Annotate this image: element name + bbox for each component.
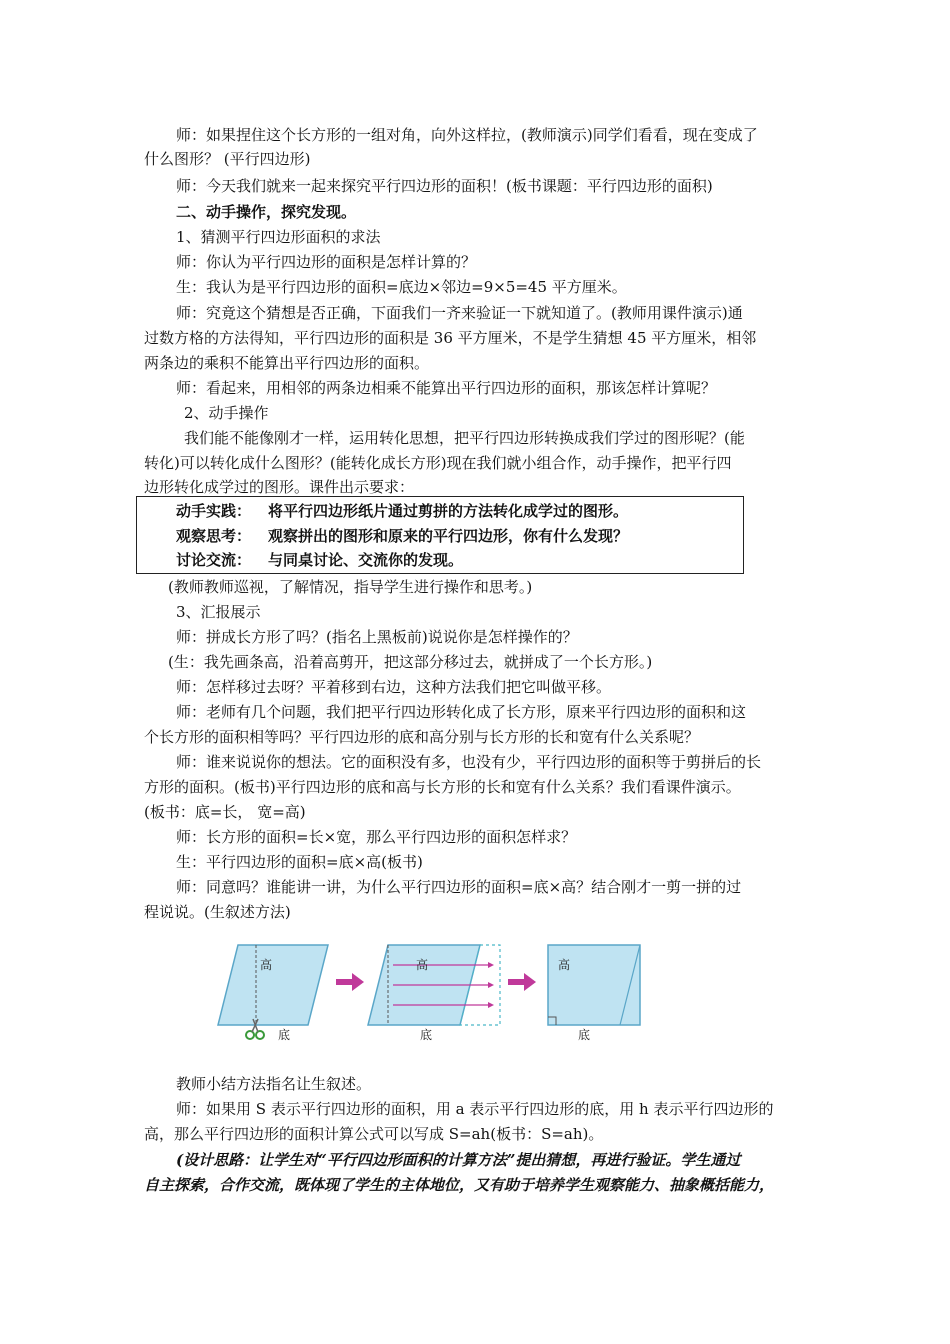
requirement-text: 将平行四边形纸片通过剪拼的方法转化成学过的图形。 <box>268 502 629 520</box>
paragraph-line: 师：长方形的面积=长×宽，那么平行四边形的面积怎样求？ <box>176 828 577 846</box>
paragraph-line: (教师教师巡视，了解情况，指导学生进行操作和思考。) <box>168 578 533 596</box>
height-label: 高 <box>558 958 571 972</box>
base-label: 底 <box>278 1028 291 1042</box>
paragraph-line: 生：我认为是平行四边形的面积=底边×邻边=9×5=45 平方厘米。 <box>176 278 627 296</box>
paragraph-line: 转化)可以转化成什么图形？(能转化成长方形)现在我们就小组合作，动手操作，把平行四 <box>144 454 732 472</box>
paragraph-line: 方形的面积。(板书)平行四边形的底和高与长方形的长和宽有什么关系？我们看课件演示。 <box>144 778 741 796</box>
parallelogram-shape <box>218 945 328 1025</box>
requirement-text: 与同桌讨论、交流你的发现。 <box>268 551 464 569</box>
paragraph-line: 生：平行四边形的面积=底×高(板书) <box>176 853 423 871</box>
height-label: 高 <box>260 958 273 972</box>
requirement-key: 动手实践： <box>176 502 252 520</box>
paragraph-line: 师：今天我们就来一起来探究平行四边形的面积！(板书课题：平行四边形的面积) <box>176 177 713 195</box>
paragraph-line: 个长方形的面积相等吗？平行四边形的底和高分别与长方形的长和宽有什么关系呢？ <box>144 728 700 746</box>
subsection-heading: 3、汇报展示 <box>176 603 261 621</box>
paragraph-line: 师：谁来说说你的想法。它的面积没有多，也没有少，平行四边形的面积等于剪拼后的长 <box>176 753 762 771</box>
panel-parallelogram <box>218 945 328 1042</box>
subsection-heading: 1、猜测平行四边形面积的求法 <box>176 228 381 246</box>
paragraph-line: 我们能不能像刚才一样，运用转化思想，把平行四边形转换成我们学过的图形呢？(能 <box>184 429 745 447</box>
paragraph-line: 师：怎样移过去呀？平着移到右边，这种方法我们把它叫做平移。 <box>176 678 612 696</box>
paragraph-line: 高，那么平行四边形的面积计算公式可以写成 S=ah(板书：S=ah)。 <box>144 1125 604 1143</box>
arrow-icon <box>508 973 536 991</box>
base-label: 底 <box>420 1028 433 1042</box>
paragraph-line: 两条边的乘积不能算出平行四边形的面积。 <box>144 354 430 372</box>
paragraph-line: 边形转化成学过的图形。课件出示要求： <box>144 478 415 496</box>
parallelogram-transform-figure <box>208 935 648 1045</box>
arrow-icon <box>336 973 364 991</box>
paragraph-line: 师：你认为平行四边形的面积是怎样计算的？ <box>176 253 477 271</box>
requirement-row <box>176 525 628 547</box>
design-note-line: (设计思路：让学生对“平行四边形面积的计算方法”提出猜想，再进行验证。学生通过 <box>176 1151 741 1169</box>
design-note-line: 自主探索，合作交流，既体现了学生的主体地位，又有助于培养学生观察能力、抽象概括能力， <box>144 1176 775 1194</box>
requirement-key: 观察思考： <box>176 527 252 545</box>
panel-rectangle <box>548 945 640 1042</box>
paragraph-line: (生：我先画条高，沿着高剪开，把这部分移过去，就拼成了一个长方形。) <box>168 653 653 671</box>
base-label: 底 <box>578 1028 591 1042</box>
panel-translation <box>368 945 500 1042</box>
requirement-text: 观察拼出的图形和原来的平行四边形，你有什么发现？ <box>268 527 629 545</box>
paragraph-line: 师：拼成长方形了吗？(指名上黑板前)说说你是怎样操作的？ <box>176 628 578 646</box>
paragraph-line: 师：老师有几个问题，我们把平行四边形转化成了长方形，原来平行四边形的面积和这 <box>176 703 747 721</box>
paragraph-line: 师：究竟这个猜想是否正确，下面我们一齐来验证一下就知道了。(教师用课件演示)通 <box>176 304 743 322</box>
paragraph-line: 师：如果捏住这个长方形的一组对角，向外这样拉，(教师演示)同学们看看，现在变成了 <box>176 126 758 144</box>
paragraph-line: 程说说。(生叙述方法) <box>144 903 291 921</box>
paragraph-line: (板书：底=长， 宽=高) <box>144 803 306 821</box>
requirement-row <box>176 500 628 522</box>
requirement-key: 讨论交流： <box>176 551 252 569</box>
paragraph-line: 师：看起来，用相邻的两条边相乘不能算出平行四边形的面积，那该怎样计算呢？ <box>176 379 717 397</box>
height-label: 高 <box>416 958 429 972</box>
paragraph-line: 师：如果用 S 表示平行四边形的面积，用 a 表示平行四边形的底，用 h 表示平行四边形的 <box>176 1100 774 1118</box>
subsection-heading: 2、动手操作 <box>184 404 269 422</box>
paragraph-line: 师：同意吗？谁能讲一讲，为什么平行四边形的面积=底×高？结合刚才一剪一拼的过 <box>176 878 742 896</box>
paragraph-line: 什么图形？ (平行四边形) <box>144 150 311 168</box>
section-heading: 二、动手操作，探究发现。 <box>176 203 357 221</box>
paragraph-line: 教师小结方法指名让生叙述。 <box>176 1075 372 1093</box>
paragraph-line: 过数方格的方法得知，平行四边形的面积是 36 平方厘米，不是学生猜想 45 平方厘米，相邻 <box>144 329 757 347</box>
rectangle-shape <box>548 945 640 1025</box>
requirement-row <box>176 549 463 571</box>
